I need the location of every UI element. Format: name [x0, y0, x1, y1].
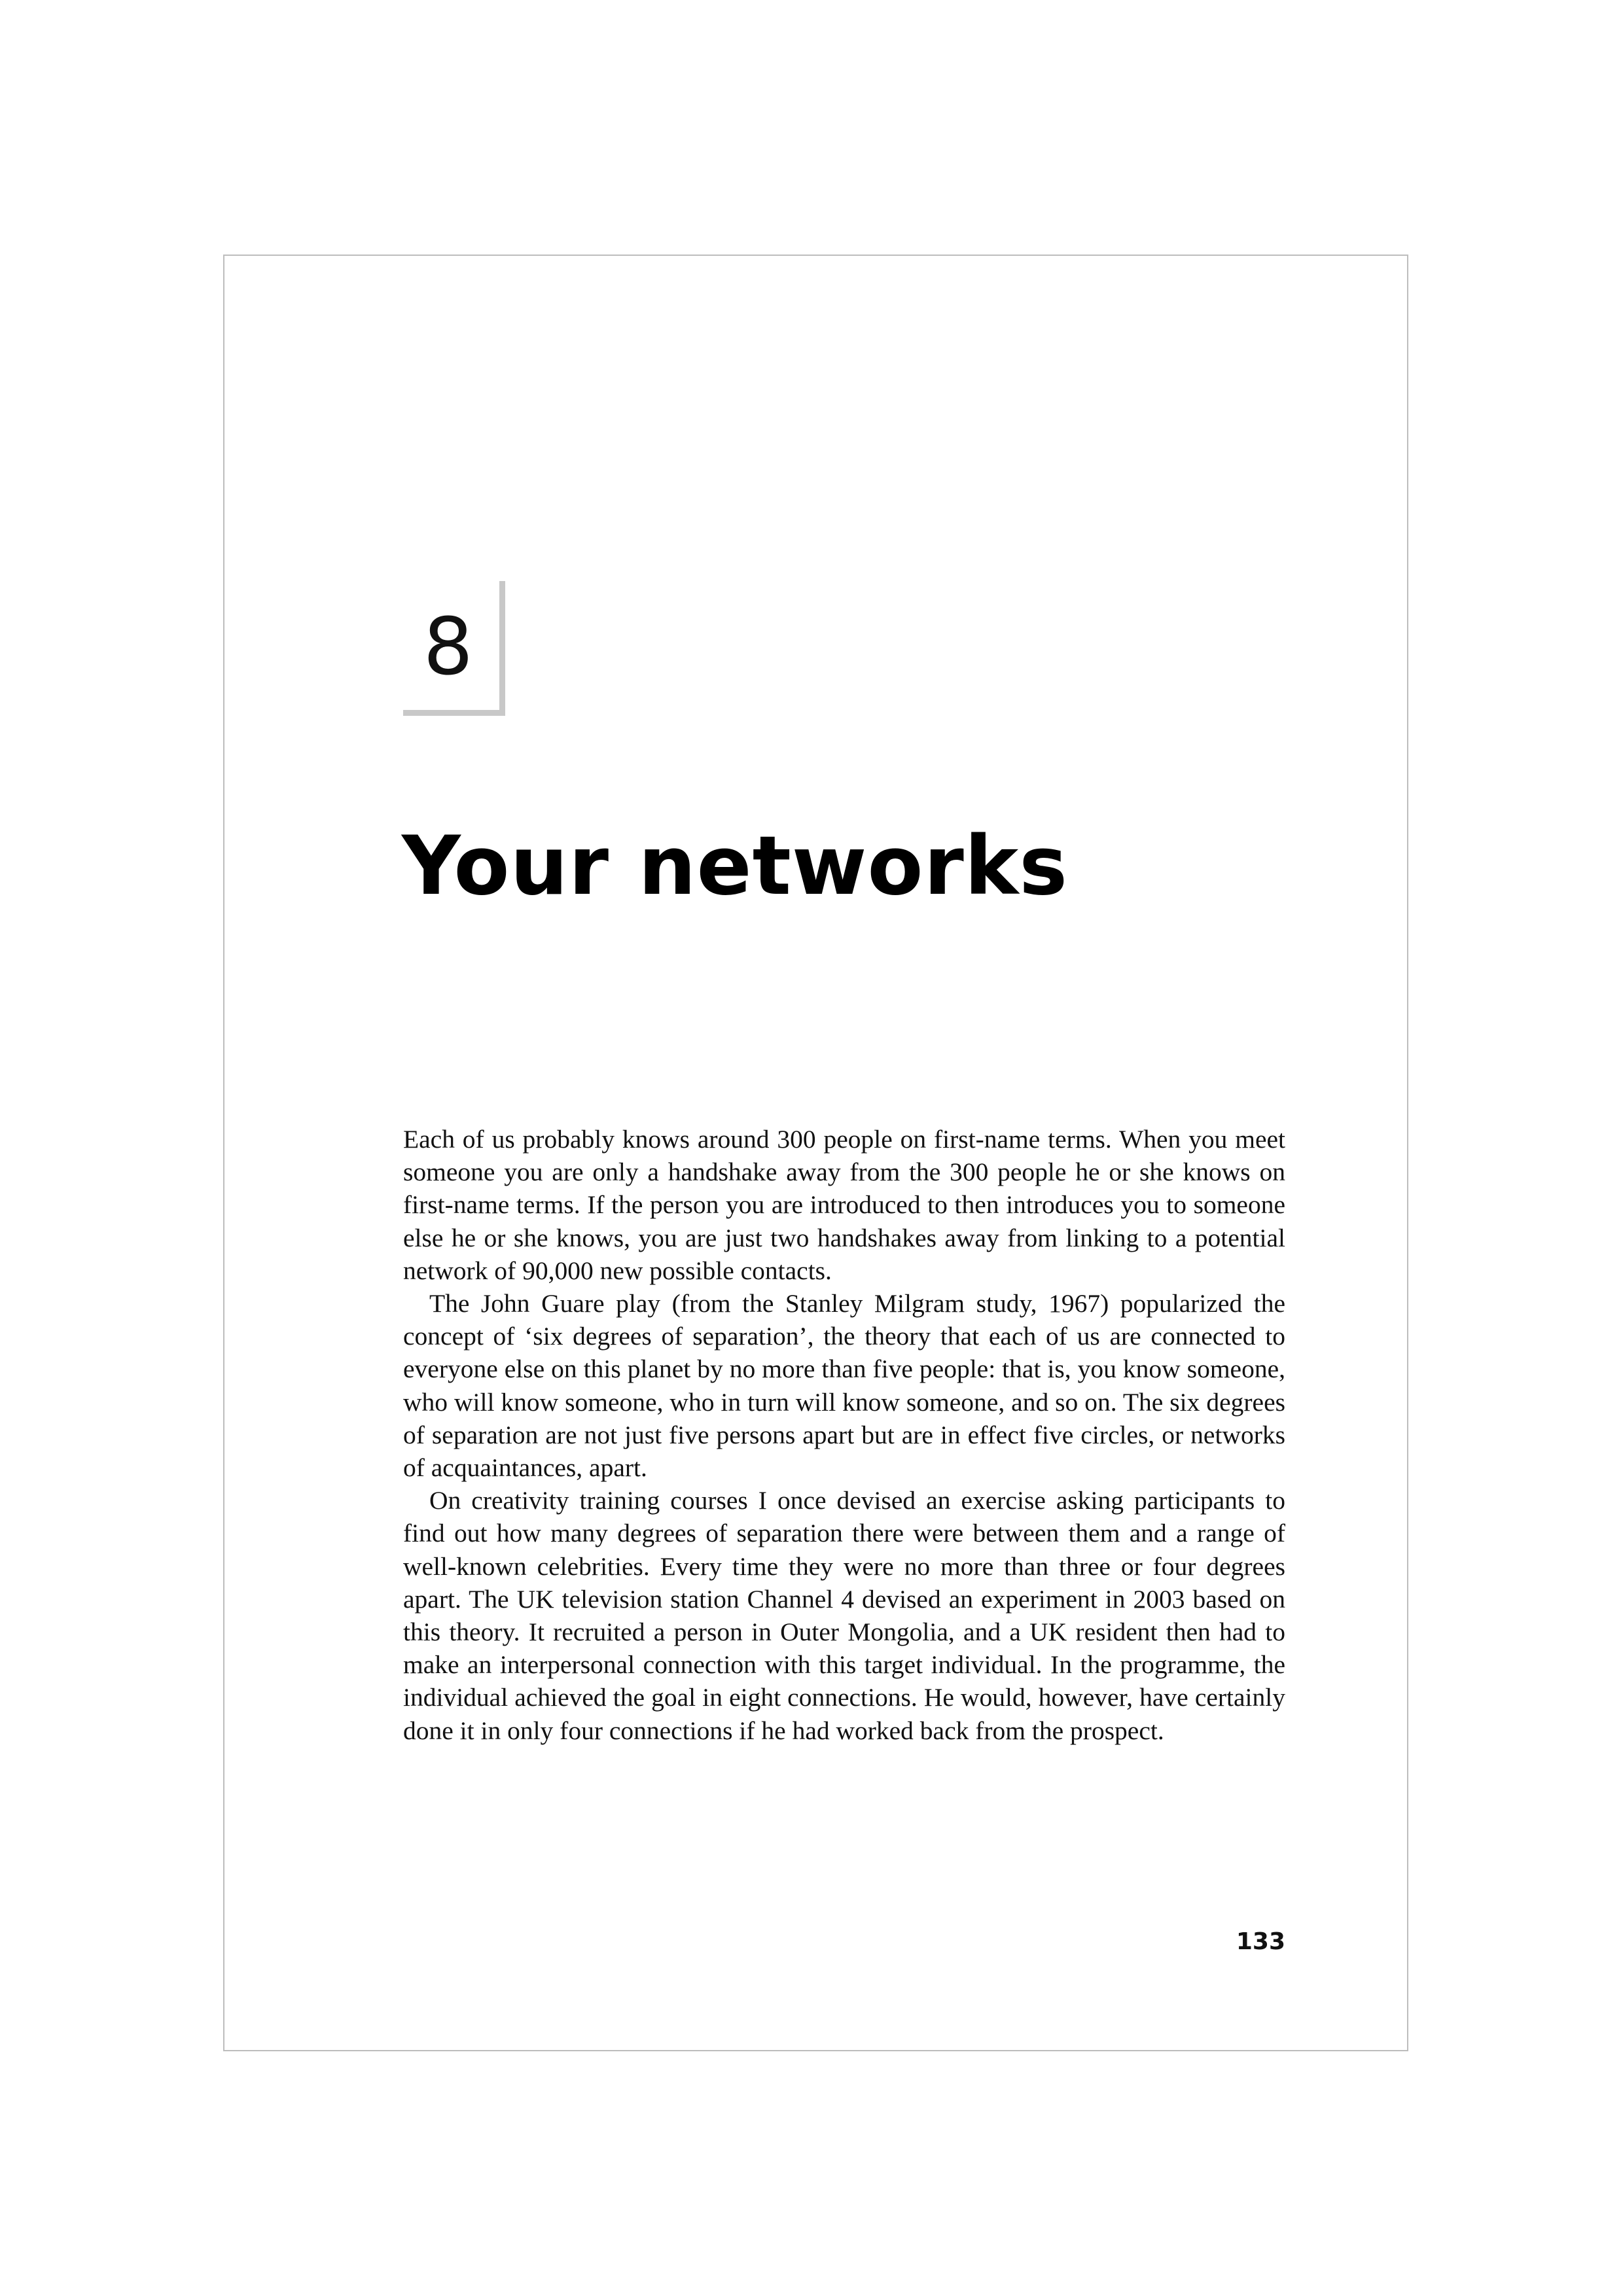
chapter-title: Your networks [402, 819, 1069, 913]
paragraph-2: The John Guare play (from the Stanley Milgram study, 1967) popularized the concept of ‘six degrees of separation’, the theory that each of us are connected to everyone else on this planet by no more than five people: that is, you know someone, who will know someone, who in turn will know someone, and so on. The six degrees of separation are not just five persons apart but are in effect five circles, or networks of acquaintances, apart. [403, 1289, 1285, 1483]
page-number: 133 [1236, 1928, 1285, 1955]
paragraph-3: On creativity training courses I once devised an exercise asking participants to find out how many degrees of separation there were between them and a range of well-known celebrities. Every time they were no more than three or four degrees apart. The UK television station Channel 4 devised an experiment in 2003 based on this theory. It recruited a person in Outer Mongolia, and a UK resident then had to make an interpersonal connection with this target individual. In the programme, the individual achieved the goal in eight connections. He would, however, have certainly done it in only four connections if he had worked back from the prospect. [403, 1486, 1285, 1745]
chapter-number: 8 [423, 602, 473, 693]
body-text [403, 1123, 1285, 1747]
chapter-number-box [403, 581, 505, 716]
paragraph-1: Each of us probably knows around 300 people on first-name terms. When you meet someone you are only a handshake away from the 300 people he or she knows on first-name terms. If the person you are introduced to then introduces you to someone else he or she knows, you are just two handshakes away from linking to a potential network of 90,000 new possible contacts. [403, 1125, 1285, 1285]
